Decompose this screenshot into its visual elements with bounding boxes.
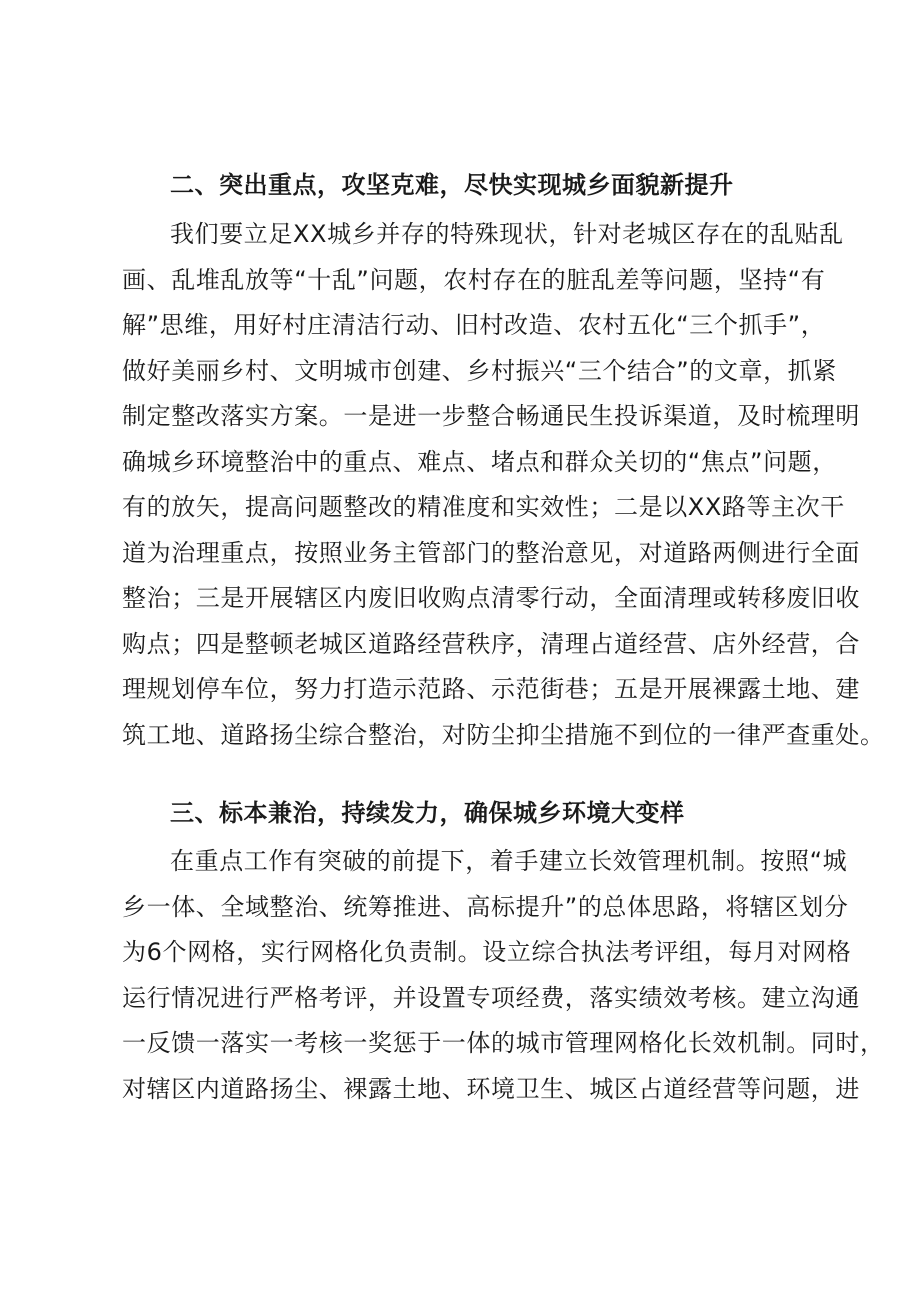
paragraph-line: 解”思维，用好村庄清洁行动、旧村改造、农村五化“三个抓手”， [122, 311, 826, 339]
paragraph-line: 为6个网格，实行网格化负责制。设立综合执法考评组，每月对网格 [122, 938, 852, 966]
section-2-paragraph [122, 212, 885, 758]
section-heading-3: 三、标本兼治，持续发力，确保城乡环境大变样 [170, 799, 685, 827]
paragraph-line: 筑工地、道路扬尘综合整治，对防尘抑尘措施不到位的一律严查重处。 [122, 720, 885, 749]
section-3-paragraph [122, 839, 885, 1112]
paragraph-line: 做好美丽乡村、文明城市创建、乡村振兴“三个结合”的文章，抓紧 [122, 356, 837, 385]
paragraph-line: 确城乡环境整治中的重点、难点、堵点和群众关切的“焦点”问题， [122, 447, 837, 476]
paragraph-line: 在重点工作有突破的前提下，着手建立长效管理机制。按照“城 [170, 847, 848, 875]
paragraph-line: 整治；三是开展辖区内废旧收购点清零行动，全面清理或转移废旧收 [122, 584, 860, 612]
paragraph-line: 我们要立足XX城乡并存的特殊现状，针对老城区存在的乱贴乱 [170, 220, 844, 248]
paragraph-line: 购点；四是整顿老城区道路经营秩序，清理占道经营、店外经营，合 [122, 629, 860, 658]
paragraph-line: 有的放矢，提高问题整改的精准度和实效性；二是以XX路等主次干 [122, 493, 845, 521]
paragraph-line: 一反馈一落实一考核一奖惩于一体的城市管理网格化长效机制。同时， [122, 1029, 885, 1057]
paragraph-line: 画、乱堆乱放等“十乱”问题，农村存在的脏乱差等问题，坚持“有 [122, 265, 826, 294]
paragraph-line: 理规划停车位，努力打造示范路、示范街巷；五是开展裸露土地、建 [122, 675, 860, 703]
paragraph-line: 制定整改落实方案。一是进一步整合畅通民生投诉渠道，及时梳理明 [122, 402, 860, 430]
paragraph-line: 运行情况进行严格考评，并设置专项经费，落实绩效考核。建立沟通 [122, 983, 860, 1012]
paragraph-line: 乡一体、全域整治、统筹推进、高标提升”的总体思路，将辖区划分 [122, 892, 849, 921]
section-heading-2: 二、突出重点，攻坚克难，尽快实现城乡面貌新提升 [170, 171, 734, 199]
paragraph-line: 道为治理重点，按照业务主管部门的整治意见，对道路两侧进行全面 [122, 538, 860, 567]
paragraph-line: 对辖区内道路扬尘、裸露土地、环境卫生、城区占道经营等问题，进 [122, 1074, 860, 1103]
